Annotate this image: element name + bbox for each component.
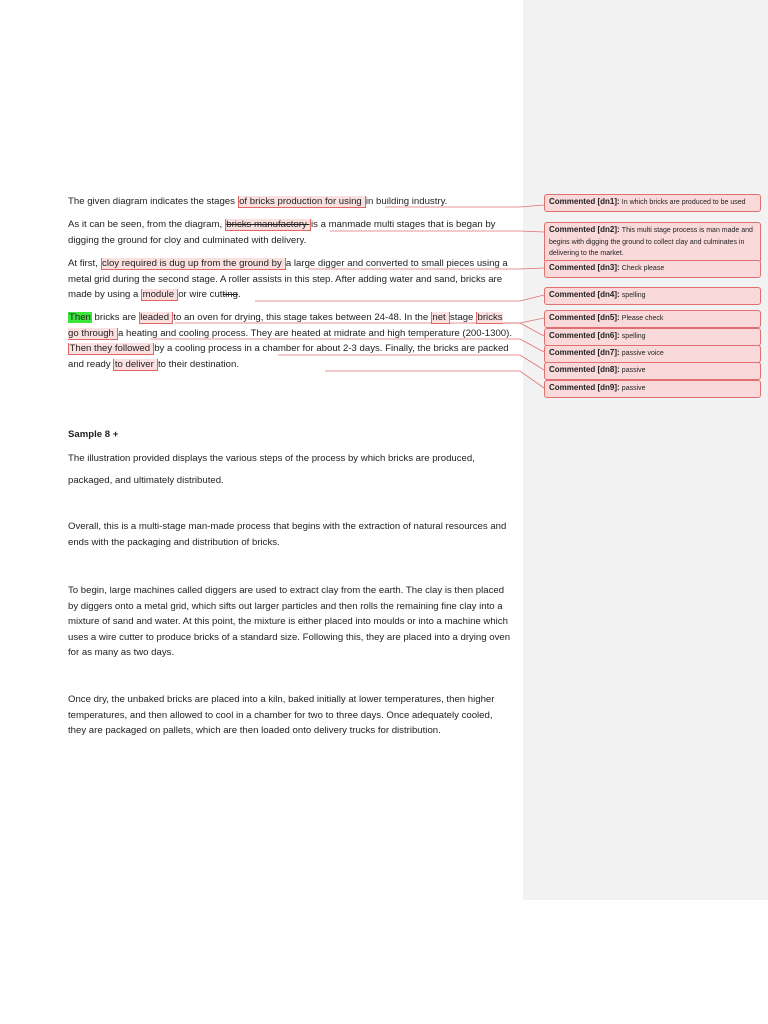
comment-anchor-dn9[interactable]: to deliver	[114, 358, 157, 370]
comment-text: spelling	[621, 333, 646, 340]
comment-anchor-dn7[interactable]: bricks go through	[68, 312, 503, 339]
comment-anchor-dn2[interactable]: bricks manufactory	[226, 219, 310, 230]
comment-text: passive	[621, 367, 646, 374]
comment-dn5[interactable]	[544, 310, 761, 328]
paragraph-1	[68, 194, 513, 210]
text-run: in building industry.	[365, 196, 448, 207]
comment-text: passive	[621, 385, 646, 392]
deleted-text: ting	[222, 289, 238, 300]
comment-title: Commented [dn7]:	[549, 348, 620, 357]
comment-dn2[interactable]	[544, 222, 761, 263]
comment-anchor-dn3[interactable]: cloy required is dug up from the ground by	[102, 258, 285, 269]
comment-dn9[interactable]	[544, 380, 761, 398]
text-run: At first,	[68, 258, 101, 269]
comment-title: Commented [dn5]:	[549, 313, 620, 322]
text-run: stage	[449, 312, 477, 323]
comment-text: passive voice	[621, 350, 664, 357]
comment-anchor-dn6[interactable]: net	[432, 312, 449, 323]
comment-text: Check please	[621, 265, 665, 272]
text-run: or wire cut	[178, 289, 223, 300]
text-run: The given diagram indicates the stages	[68, 196, 238, 207]
comment-dn1[interactable]	[544, 194, 761, 212]
text-run: a heating and cooling process. They are heated at midrate and high temperature (200-1300).	[118, 327, 512, 339]
comment-anchor-dn1[interactable]: of bricks production for using	[239, 196, 365, 207]
text-run: to their destination.	[157, 358, 240, 370]
comment-pane	[523, 0, 768, 900]
comment-text: This multi stage process is man made and begins with digging the ground to collect clay and culminates in delivering to the market.	[549, 227, 753, 257]
sample-paragraph-2: Overall, this is a multi-stage man-made process that begins with the extraction of natural resources and ends with the packaging and distribution of bricks.	[68, 521, 507, 548]
comment-dn3[interactable]	[544, 260, 761, 278]
paragraph-3	[68, 256, 513, 303]
comment-text: spelling	[621, 292, 646, 299]
sample-paragraph-3: To begin, large machines called diggers are used to extract clay from the earth. The clay is then placed by diggers onto a metal grid, which sifts out larger particles and then rolls the remaining fine clay into a mixture of sand and water. At this point, the mixture is either placed into moulds or into a machine which uses a wire cutter to produce bricks of a standard size. Following this, they are placed into a drying oven for as many as two days.	[68, 585, 511, 658]
text-run: a large digger and converted to small pieces using a metal grid during the second stage. A roller assists in this step. After adding water and sand, bricks are made by using a	[68, 258, 508, 300]
sample-heading: Sample 8 +	[68, 429, 119, 440]
green-highlight: Then	[69, 312, 91, 323]
comment-title: Commented [dn8]:	[549, 365, 620, 374]
text-run: As it can be seen, from the diagram,	[68, 219, 225, 230]
comment-title: Commented [dn4]:	[549, 290, 620, 299]
paragraph-2	[68, 217, 513, 248]
sample-paragraph-4: Once dry, the unbaked bricks are placed into a kiln, baked initially at lower temperatures, then higher temperatures, and then allowed to cool in a chamber for two to three days. Once adequately cooled, they are packaged on pallets, which are then loaded onto delivery trucks for distribution.	[68, 694, 495, 736]
connector-dn9	[325, 371, 544, 388]
comment-dn8[interactable]	[544, 362, 761, 380]
comment-title: Commented [dn3]:	[549, 263, 620, 272]
comment-anchor-dn4[interactable]: module	[142, 289, 177, 300]
comment-title: Commented [dn9]:	[549, 383, 620, 392]
text-run: .	[237, 289, 241, 300]
text-run: bricks are	[91, 312, 139, 323]
comment-anchor-dn8[interactable]: Then they followed	[69, 343, 153, 354]
comment-title: Commented [dn1]:	[549, 197, 620, 206]
text-run: to an oven for drying, this stage takes between 24-48. In the	[173, 312, 431, 323]
comment-text: In which bricks are produced to be used	[621, 199, 746, 206]
comment-dn6[interactable]	[544, 328, 761, 346]
comment-title: Commented [dn2]:	[549, 225, 620, 234]
sample-paragraph-1: The illustration provided displays the various steps of the process by which bricks are produced,	[68, 453, 475, 464]
text-run: is a manmade multi stages that is began by digging the ground for cloy and culminated with delivery.	[68, 219, 496, 246]
sample-paragraph-1-continued: packaged, and ultimately distributed.	[68, 475, 224, 486]
comment-dn4[interactable]	[544, 287, 761, 305]
paragraph-4	[68, 310, 513, 372]
comment-anchor-dn5[interactable]: leaded	[140, 312, 172, 323]
comment-text: Please check	[621, 315, 664, 322]
comment-title: Commented [dn6]:	[549, 331, 620, 340]
comment-dn7[interactable]	[544, 345, 761, 363]
text-run: by a cooling process in a chamber for about 2-3 days. Finally, the bricks are packed and ready	[68, 343, 509, 370]
